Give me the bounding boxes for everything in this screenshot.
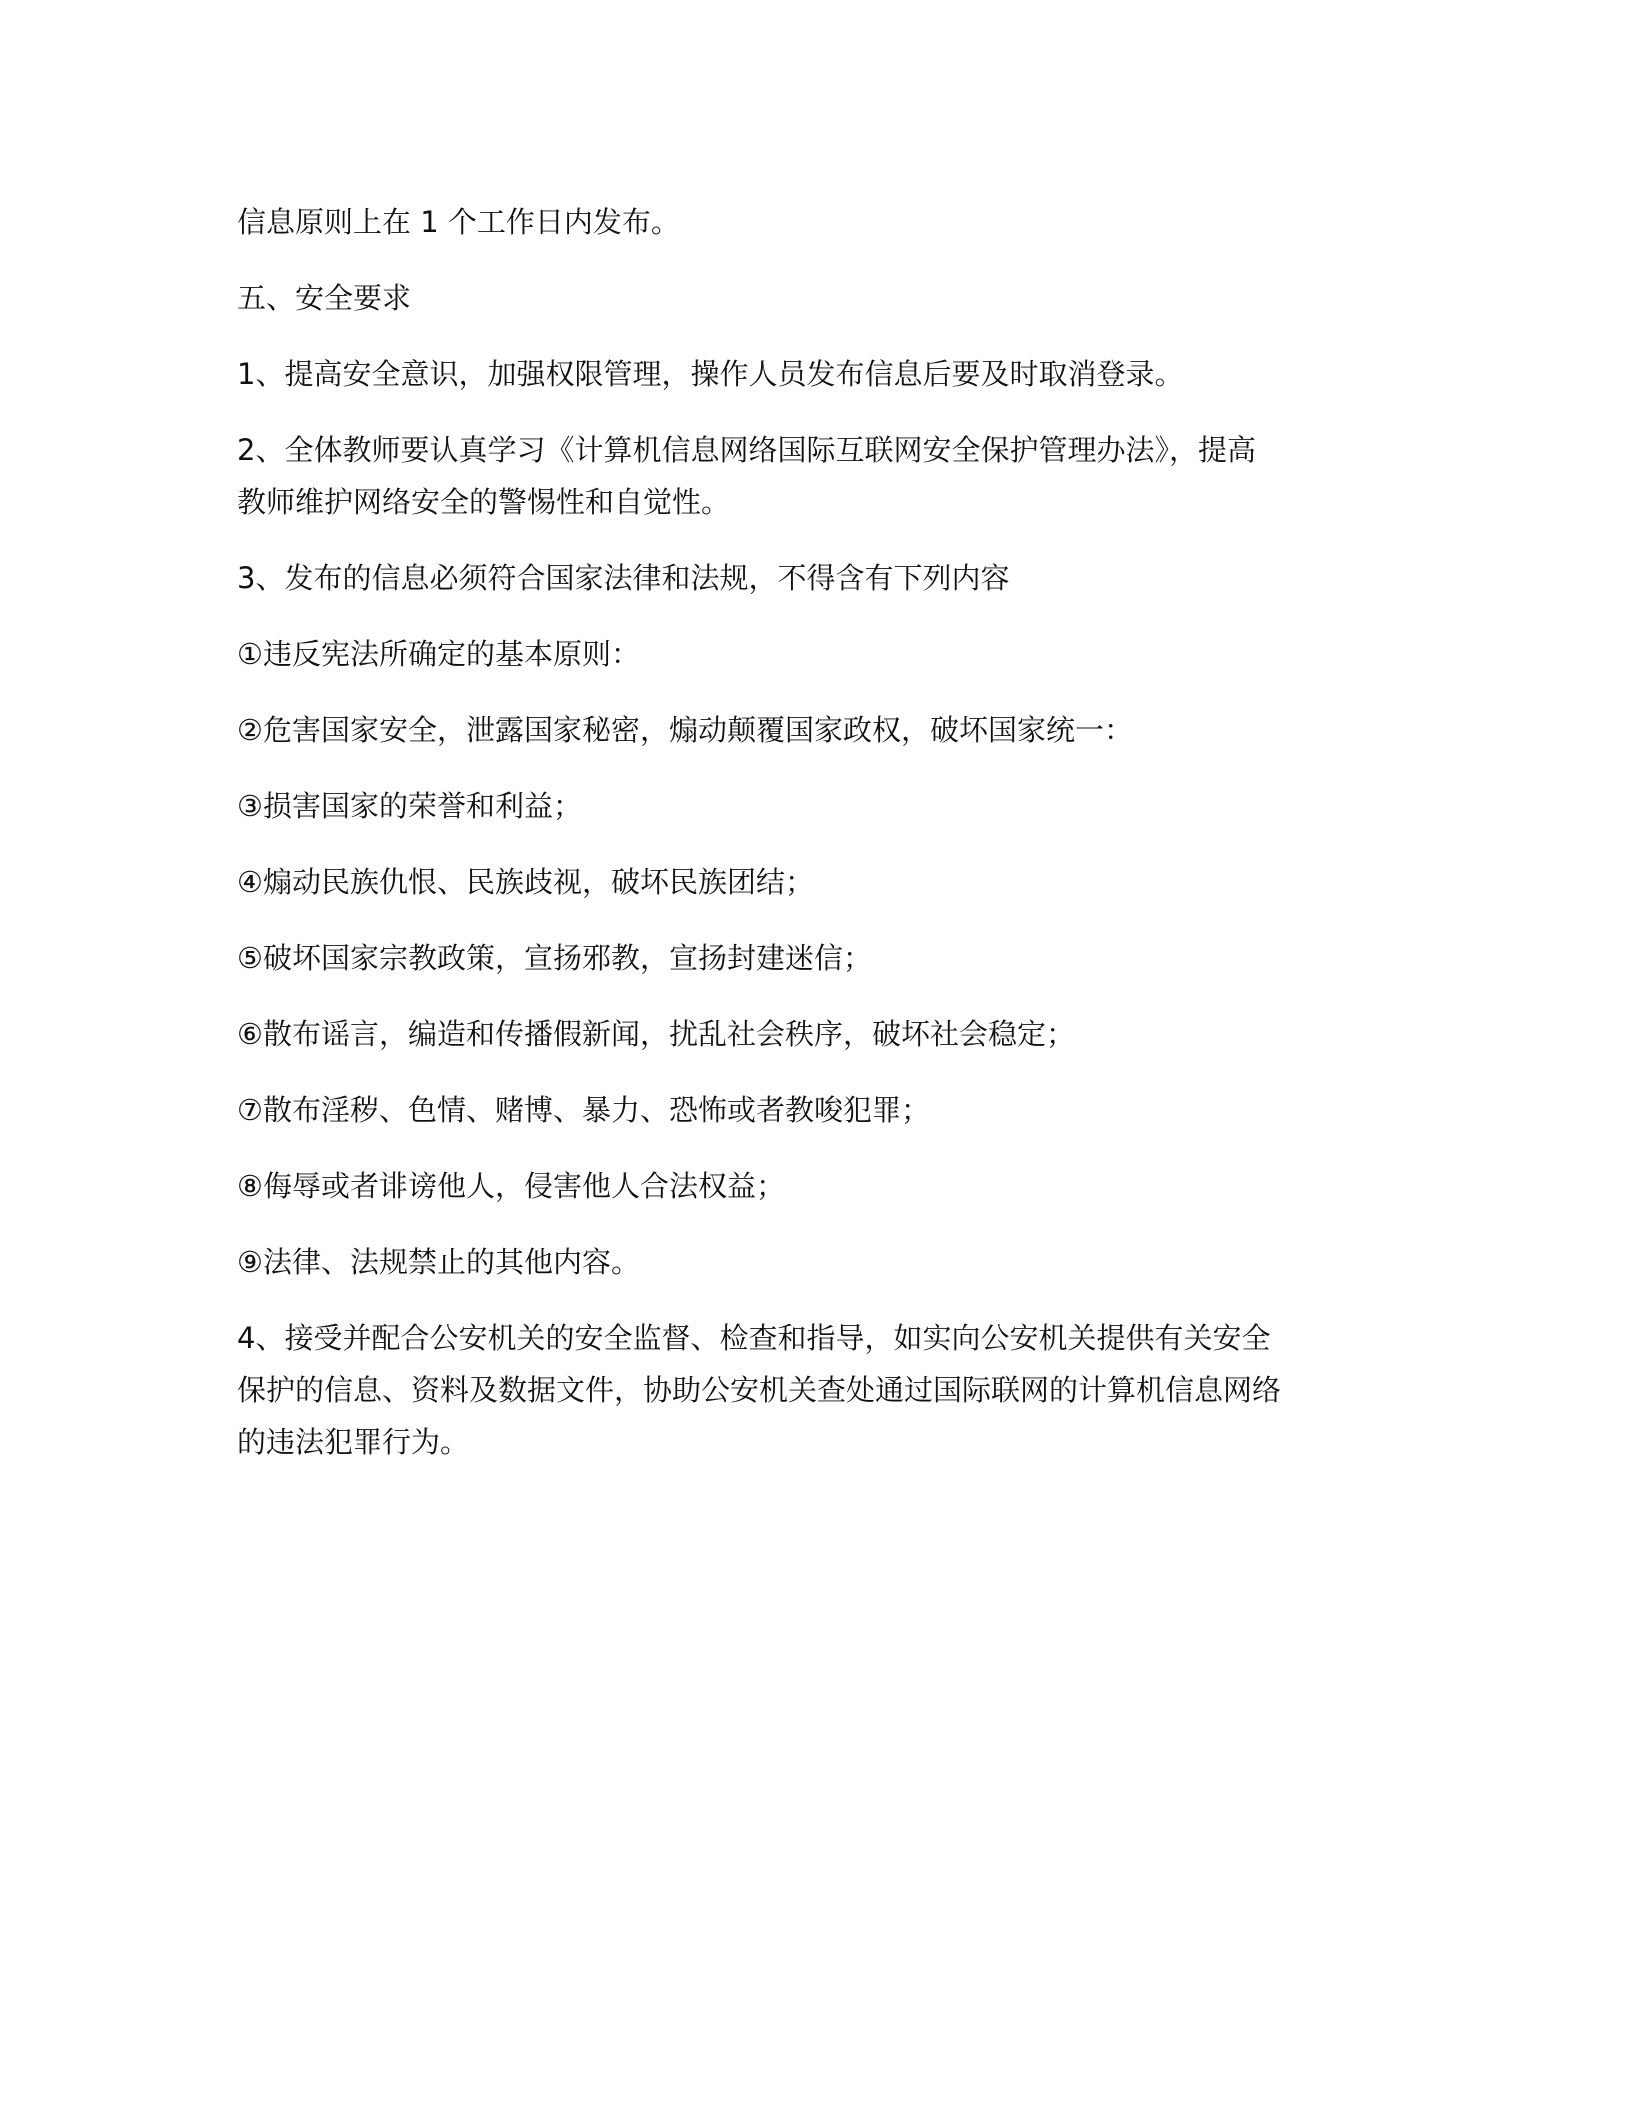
text-line: 教师维护网络安全的警惕性和自觉性。 [237, 485, 731, 519]
text-line: 4、接受并配合公安机关的安全监督、检查和指导，如实向公安机关提供有关安全 [237, 1321, 1271, 1355]
paragraph [237, 628, 1417, 680]
paragraph [237, 348, 1417, 400]
text-line: 信息原则上在 1 个工作日内发布。 [237, 205, 680, 239]
paragraph [237, 1312, 1417, 1468]
paragraph [237, 704, 1417, 756]
paragraph [237, 1160, 1417, 1212]
paragraph [237, 196, 1417, 248]
text-line: ③损害国家的荣誉和利益； [237, 789, 582, 823]
text-line: ⑧侮辱或者诽谤他人，侵害他人合法权益； [237, 1169, 785, 1203]
text-line: 1、提高安全意识，加强权限管理，操作人员发布信息后要及时取消登录。 [237, 357, 1184, 391]
text-line: 3、发布的信息必须符合国家法律和法规，不得含有下列内容 [237, 561, 1010, 595]
paragraph [237, 856, 1417, 908]
text-line: ⑨法律、法规禁止的其他内容。 [237, 1245, 640, 1279]
text-line: 的违法犯罪行为。 [237, 1425, 470, 1459]
text-line: ⑦散布淫秽、色情、赌博、暴力、恐怖或者教唆犯罪； [237, 1093, 930, 1127]
text-line: ①违反宪法所确定的基本原则： [237, 637, 640, 671]
text-line: 五、安全要求 [237, 281, 412, 315]
text-line: ⑤破坏国家宗教政策，宣扬邪教，宣扬封建迷信； [237, 941, 872, 975]
paragraph [237, 1236, 1417, 1288]
text-line: ⑥散布谣言，编造和传播假新闻，扰乱社会秩序，破坏社会稳定； [237, 1017, 1075, 1051]
paragraph [237, 1008, 1417, 1060]
text-line: ②危害国家安全，泄露国家秘密，煽动颠覆国家政权，破坏国家统一： [237, 713, 1133, 747]
paragraph [237, 932, 1417, 984]
text-line: ④煽动民族仇恨、民族歧视，破坏民族团结； [237, 865, 814, 899]
paragraph [237, 424, 1417, 528]
document-body [237, 196, 1417, 1492]
paragraph [237, 552, 1417, 604]
text-line: 保护的信息、资料及数据文件，协助公安机关查处通过国际联网的计算机信息网络 [237, 1373, 1282, 1407]
text-line: 2、全体教师要认真学习《计算机信息网络国际互联网安全保护管理办法》，提高 [237, 433, 1256, 467]
paragraph [237, 780, 1417, 832]
paragraph [237, 272, 1417, 324]
paragraph [237, 1084, 1417, 1136]
